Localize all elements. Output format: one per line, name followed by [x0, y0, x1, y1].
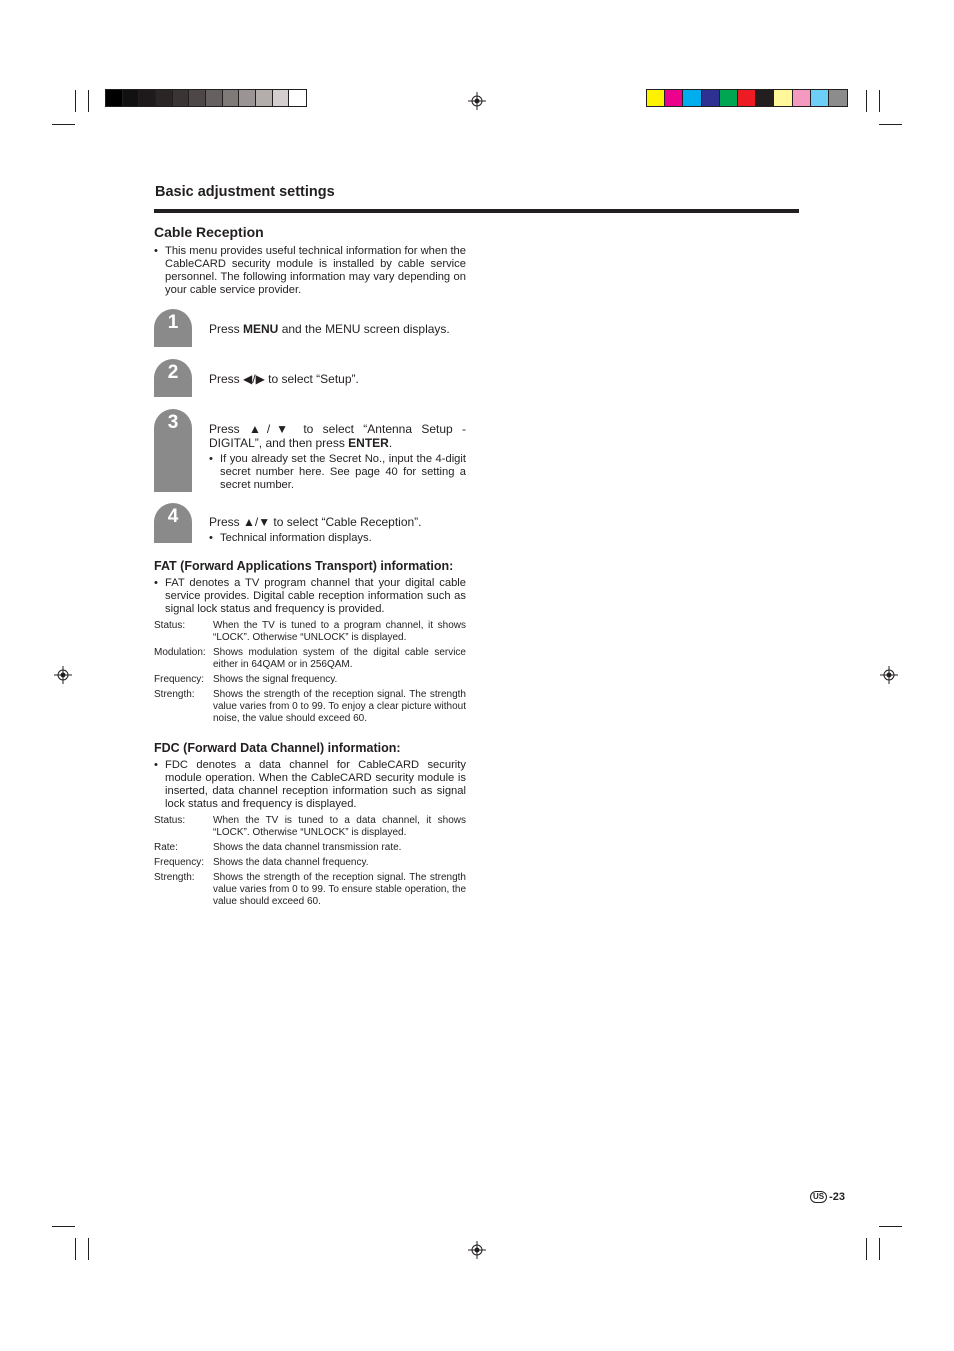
color-swatch	[665, 90, 683, 106]
definition-term: Strength:	[154, 872, 195, 883]
intro-bullet	[154, 245, 466, 297]
page-number-text: -23	[829, 1191, 846, 1203]
color-swatch	[273, 90, 290, 106]
color-swatch	[223, 90, 240, 106]
definition-row	[154, 872, 466, 908]
color-swatch	[256, 90, 273, 106]
color-swatch	[683, 90, 701, 106]
color-swatch	[720, 90, 738, 106]
intro-text: This menu provides useful technical information for when the CableCARD security module is installed by cable service personnel. The following information may vary depending on your cable service provider.	[165, 245, 466, 296]
definition-description: Shows the data channel transmission rate.	[213, 842, 402, 853]
step-number-badge: 3	[154, 409, 192, 492]
definition-row	[154, 815, 466, 839]
crop-mark	[75, 1238, 76, 1260]
color-swatch	[206, 90, 223, 106]
fat-title: FAT (Forward Applications Transport) information:	[154, 559, 454, 573]
section-title: Basic adjustment settings	[155, 184, 335, 200]
color-swatch	[793, 90, 811, 106]
step-4	[154, 503, 466, 543]
color-swatch	[774, 90, 792, 106]
definition-term: Rate:	[154, 842, 178, 853]
step-note: • If you already set the Secret No., input the 4-digit secret number here. See page 40 for setting a secret number.	[209, 453, 466, 491]
definition-row	[154, 620, 466, 644]
cable-reception-title: Cable Reception	[154, 224, 264, 240]
definition-row	[154, 674, 466, 686]
crop-mark	[866, 1238, 867, 1260]
definition-row	[154, 647, 466, 671]
definition-term: Frequency:	[154, 857, 205, 868]
fat-intro-bullet: • FAT denotes a TV program channel that your digital cable service provides. Digital cable reception information such as signal lock status and frequency is provided.	[154, 577, 466, 615]
bullet-icon: •	[154, 577, 158, 589]
color-swatch	[173, 90, 190, 106]
step-3	[154, 409, 466, 492]
step-instruction: Press ▲/▼ to select “Cable Reception”.	[209, 515, 422, 529]
definition-term: Frequency:	[154, 674, 205, 685]
definition-row	[154, 857, 466, 869]
crop-mark	[879, 1226, 902, 1227]
main-column	[154, 222, 466, 911]
color-swatch	[123, 90, 140, 106]
crop-mark	[88, 1238, 89, 1260]
definition-description: Shows the strength of the reception signal. The strength value varies from 0 to 99. To enjoy a clear picture without noise, the value should exceed 60.	[213, 689, 466, 724]
crop-mark	[879, 90, 880, 112]
fdc-title: FDC (Forward Data Channel) information:	[154, 741, 401, 755]
step-1	[154, 309, 466, 347]
definition-description: When the TV is tuned to a program channel, it shows “LOCK”. Otherwise “UNLOCK” is displayed.	[213, 620, 466, 643]
step-number-badge: 1	[154, 309, 192, 347]
color-swatch	[738, 90, 756, 106]
step-instruction: Press MENU and the MENU screen displays.	[209, 322, 450, 336]
region-badge: US	[810, 1191, 827, 1203]
color-swatch	[811, 90, 829, 106]
registration-mark-icon	[468, 1241, 486, 1259]
step-2	[154, 359, 466, 397]
crop-mark	[866, 90, 867, 112]
step-number-badge: 2	[154, 359, 192, 397]
crop-mark	[88, 90, 89, 112]
definition-description: Shows the signal frequency.	[213, 674, 338, 685]
step-instruction: Press ◀/▶ to select “Setup”.	[209, 372, 359, 386]
definition-term: Status:	[154, 620, 186, 631]
crop-mark	[52, 124, 75, 125]
grayscale-calibration-bar	[105, 89, 307, 107]
definition-description: Shows modulation system of the digital cable service either in 64QAM or in 256QAM.	[213, 647, 466, 670]
definition-description: Shows the data channel frequency.	[213, 857, 369, 868]
definition-row	[154, 689, 466, 725]
color-swatch	[139, 90, 156, 106]
color-swatch	[756, 90, 774, 106]
definition-row	[154, 842, 466, 854]
crop-mark	[879, 124, 902, 125]
color-swatch	[106, 90, 123, 106]
step-instruction: Press ▲/▼ to select “Antenna Setup - DIGITAL”, and then press ENTER.	[209, 422, 466, 450]
color-swatch	[156, 90, 173, 106]
fdc-definition-list	[154, 815, 466, 908]
bullet-icon: •	[154, 245, 158, 257]
color-swatch	[647, 90, 665, 106]
fat-definition-list	[154, 620, 466, 725]
registration-mark-icon	[54, 666, 72, 684]
bullet-icon: •	[154, 759, 158, 771]
section-divider	[154, 209, 799, 213]
bullet-icon: •	[209, 453, 213, 465]
crop-mark	[75, 90, 76, 112]
definition-description: When the TV is tuned to a data channel, it shows “LOCK”. Otherwise “UNLOCK” is displayed.	[213, 815, 466, 838]
definition-term: Modulation:	[154, 647, 206, 658]
registration-mark-icon	[880, 666, 898, 684]
crop-mark	[879, 1238, 880, 1260]
page-number	[810, 1191, 845, 1203]
color-swatch	[829, 90, 847, 106]
definition-description: Shows the strength of the reception signal. The strength value varies from 0 to 99. To ensure stable operation, the value should exceed 60.	[213, 872, 466, 907]
registration-mark-icon	[468, 92, 486, 110]
fdc-intro-bullet: • FDC denotes a data channel for CableCARD security module operation. When the CableCARD security module is inserted, data channel reception information such as signal lock status and frequency is displayed.	[154, 759, 466, 810]
definition-term: Strength:	[154, 689, 195, 700]
bullet-icon: •	[209, 532, 213, 544]
color-swatch	[239, 90, 256, 106]
color-calibration-bar	[646, 89, 848, 107]
step-number-badge: 4	[154, 503, 192, 543]
color-swatch	[702, 90, 720, 106]
definition-term: Status:	[154, 815, 186, 826]
color-swatch	[189, 90, 206, 106]
crop-mark	[52, 1226, 75, 1227]
color-swatch	[289, 90, 306, 106]
step-note: • Technical information displays.	[209, 532, 372, 544]
